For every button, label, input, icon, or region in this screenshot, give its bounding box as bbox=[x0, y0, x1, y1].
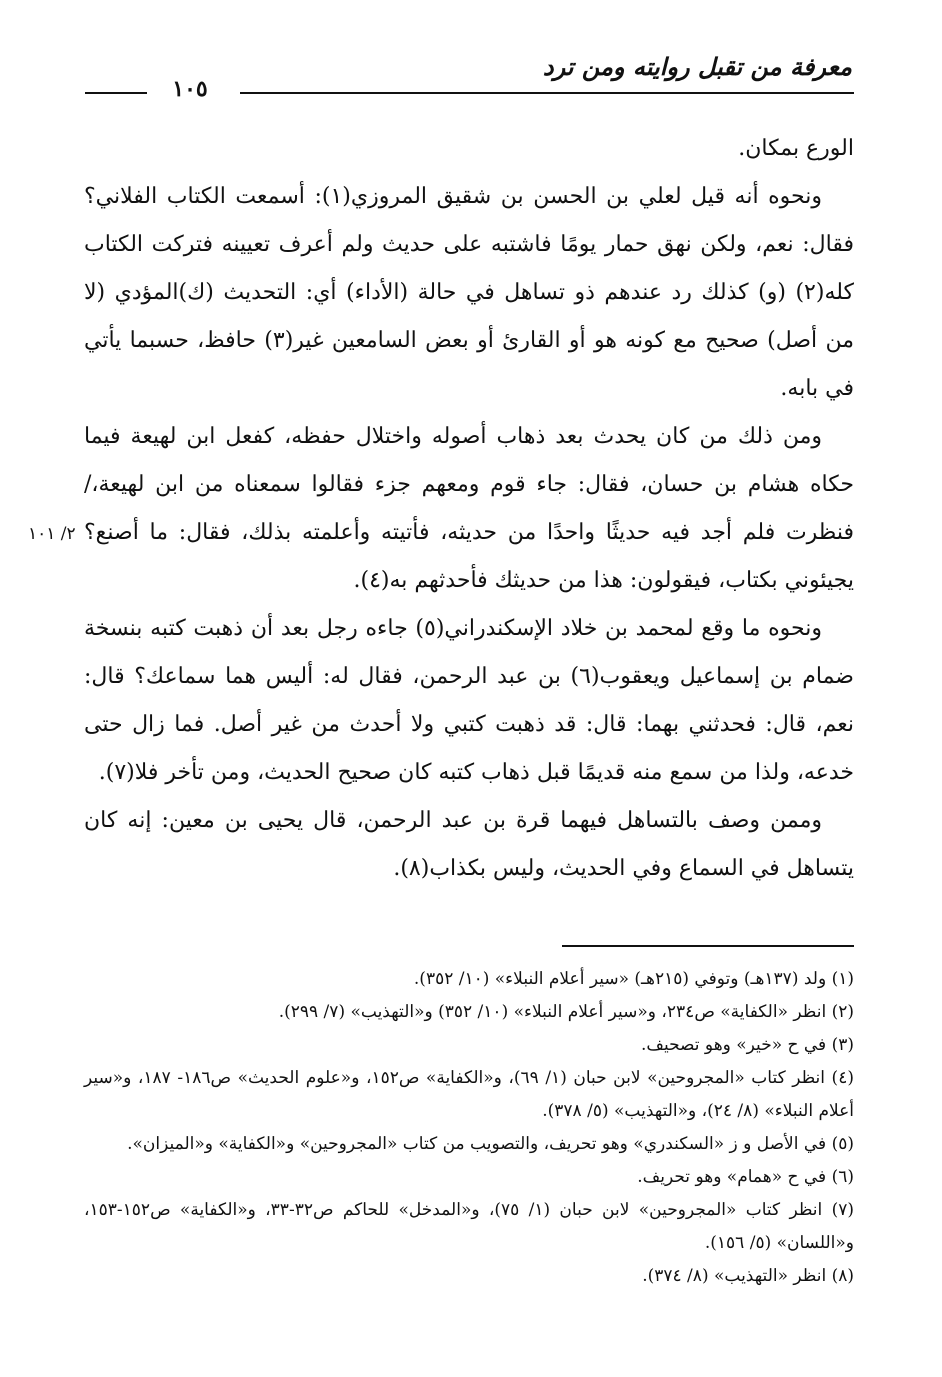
header-rule bbox=[240, 92, 854, 94]
page-number: ١٠٥ bbox=[172, 76, 208, 102]
footnotes bbox=[84, 963, 854, 1293]
paragraph: ومن ذلك من كان يحدث بعد ذهاب أصوله واختلال حفظه، كفعل ابن لهيعة فيما حكاه هشام بن حسان، فقال: جاء قوم ومعهم جزء فقالوا سمعناه من ابن لهيعة،/ فنظرت فلم أجد فيه حديثًا واحدًا من حديثه، فأتيته وأعلمته بذلك، فقال: ما أصنع؟ يجيئوني بكتاب، فيقولون: هذا من حديثك فأحدثهم به(٤). bbox=[84, 424, 854, 593]
footnote: (٣) في ح «خير» وهو تصحيف. bbox=[640, 1035, 854, 1055]
footnote: (٤) انظر كتاب «المجروحين» لابن حبان (١/ ٦٩)، و«الكفاية» ص١٥٢، و«علوم الحديث» ص١٨٦- ١٨٧، و«سير أعلام النبلاء» (٨/ ٢٤)، و«التهذيب» (٥/ ٣٧٨). bbox=[84, 1068, 854, 1121]
paragraph: وممن وصف بالتساهل فيهما قرة بن عبد الرحمن، قال يحيى بن معين: إنه كان يتساهل في السماع وفي الحديث، وليس بكذاب(٨). bbox=[84, 808, 854, 881]
paragraph: الورع بمكان. bbox=[738, 136, 854, 161]
paragraph: ونحوه أنه قيل لعلي بن الحسن بن شقيق المروزي(١): أسمعت الكتاب الفلاني؟ فقال: نعم، ولكن نهق حمار يومًا فاشتبه على حديث ولم أعرف تعيينه فتركت الكتاب كله(٢) (و) كذلك رد عندهم ذو تساهل في حالة (الأداء) أي: التحديث (ك)المؤدي (لا من أصل) صحيح مع كونه هو أو القارئ أو بعض السامعين غير(٣) حافظ، حسبما يأتي في بابه. bbox=[84, 184, 854, 401]
paragraph: ونحوه ما وقع لمحمد بن خلاد الإسكندراني(٥) جاءه رجل بعد أن ذهبت كتبه بنسخة ضمام بن إسماعيل ويعقوب(٦) بن عبد الرحمن، فقال له: أليس هما سماعك؟ قال: نعم، قال: فحدثني بهما: قال: قد ذهبت كتبي ولا أحدث من غير أصل. فما زال حتى خدعه، ولذا من سمع منه قديمًا قبل ذهاب كتبه كان صحيح الحديث، ومن تأخر فلا(٧). bbox=[84, 616, 854, 785]
footnote-separator bbox=[562, 945, 854, 947]
footnote: (٦) في ح «همام» وهو تحريف. bbox=[637, 1167, 854, 1187]
running-header-title: معرفة من تقبل روايته ومن ترد bbox=[542, 52, 852, 81]
footnote: (٨) انظر «التهذيب» (٨/ ٣٧٤). bbox=[642, 1266, 854, 1286]
main-text bbox=[84, 125, 854, 893]
footnote: (٢) انظر «الكفاية» ص٢٣٤، و«سير أعلام النبلاء» (١٠/ ٣٥٢) و«التهذيب» (٧/ ٢٩٩). bbox=[278, 1002, 854, 1022]
margin-manuscript-reference: ٢/ ١٠١ bbox=[28, 524, 76, 544]
footnote: (١) ولد (١٣٧هـ) وتوفي (٢١٥هـ) «سير أعلام النبلاء» (١٠/ ٣٥٢). bbox=[413, 969, 854, 989]
footnote: (٧) انظر كتاب «المجروحين» لابن حبان (١/ ٧٥)، و«المدخل» للحاكم ص٣٢-٣٣، و«الكفاية» ص١٥٢-١٥٣، و«اللسان» (٥/ ١٥٦). bbox=[84, 1200, 854, 1253]
page-number-dash bbox=[85, 92, 147, 94]
footnote: (٥) في الأصل و ز «السكندري» وهو تحريف، والتصويب من كتاب «المجروحين» و«الكفاية» و«الميزان». bbox=[127, 1134, 854, 1154]
